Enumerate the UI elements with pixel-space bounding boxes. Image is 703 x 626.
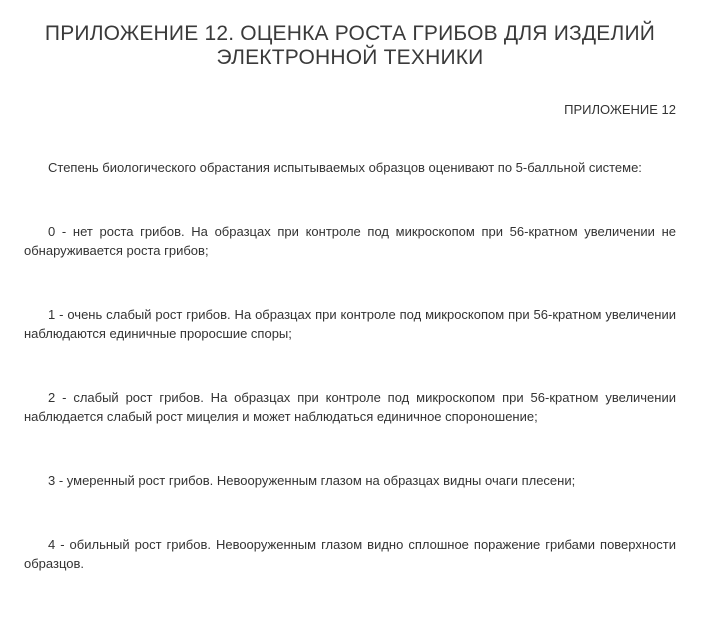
title-line-2: ЭЛЕКТРОННОЙ ТЕХНИКИ — [216, 46, 484, 69]
paragraph-score-1: 1 - очень слабый рост грибов. На образцах при контроле под микроскопом при 56-кратном увеличении наблюдаются единичные проросшие споры; — [24, 307, 676, 341]
paragraph-score-0: 0 - нет роста грибов. На образцах при контроле под микроскопом при 56-кратном увеличении не обнаруживается роста грибов; — [24, 224, 676, 258]
page-title — [24, 22, 676, 70]
document-page — [24, 22, 676, 573]
appendix-label: ПРИЛОЖЕНИЕ 12 — [564, 102, 676, 117]
paragraph-score-4: 4 - обильный рост грибов. Невооруженным глазом видно сплошное поражение грибами поверхности образцов. — [24, 537, 676, 571]
paragraph-intro: Степень биологического обрастания испытываемых образцов оценивают по 5-балльной системе: — [48, 160, 642, 175]
paragraph-score-2: 2 - слабый рост грибов. На образцах при контроле под микроскопом при 56-кратном увеличении наблюдается слабый рост мицелия и может наблюдаться единичное спороношение; — [24, 390, 676, 424]
paragraph-score-3: 3 - умеренный рост грибов. Невооруженным глазом на образцах видны очаги плесени; — [48, 473, 576, 488]
title-line-1: ПРИЛОЖЕНИЕ 12. ОЦЕНКА РОСТА ГРИБОВ ДЛЯ ИЗДЕЛИЙ — [44, 22, 656, 45]
